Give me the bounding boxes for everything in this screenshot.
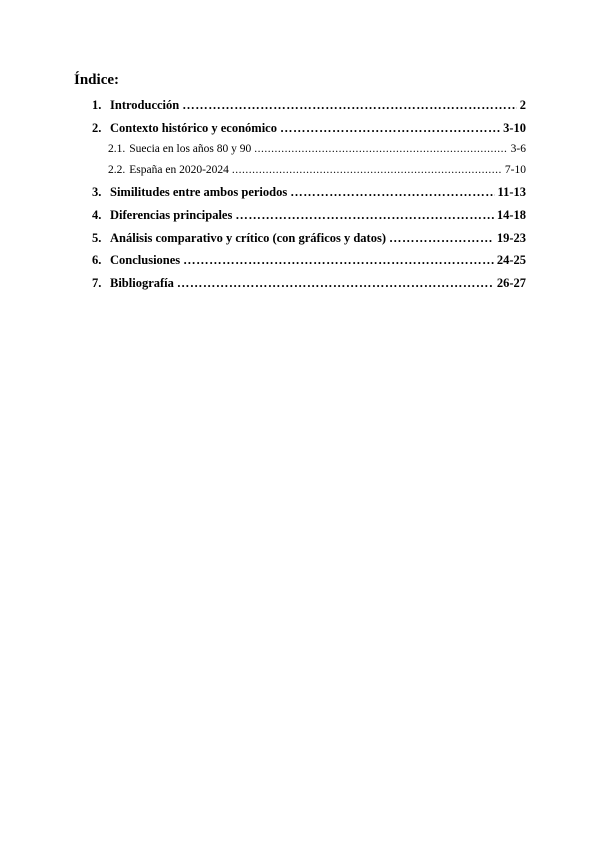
toc-label: Suecia en los años 80 y 90: [129, 143, 252, 155]
toc-page-ref: 3-6: [510, 143, 526, 155]
toc-leader-dots: [235, 208, 494, 223]
toc-number: 2.: [92, 121, 102, 135]
toc-entry-conclusiones[interactable]: [92, 253, 526, 268]
toc-entry-suecia[interactable]: [108, 143, 526, 155]
toc-entry-similitudes[interactable]: [92, 185, 526, 200]
toc-leader-dots: [183, 253, 494, 268]
toc-page-ref: 3-10: [503, 121, 526, 135]
toc-label: Bibliografía: [110, 276, 174, 290]
toc-leader-dots: [232, 164, 502, 176]
toc-entry-diferencias[interactable]: [92, 208, 526, 223]
toc-number: 1.: [92, 98, 102, 112]
toc-page-ref: 24-25: [496, 253, 526, 267]
toc-number: 3.: [92, 185, 102, 199]
toc-number: 5.: [92, 231, 102, 245]
toc-leader-dots: [254, 143, 507, 155]
toc-number: 7.: [92, 276, 102, 290]
toc-page-ref: 7-10: [504, 164, 526, 176]
toc-entry-espana[interactable]: [108, 164, 526, 176]
toc-leader-dots: [182, 98, 517, 113]
toc-leader-dots: [280, 121, 500, 136]
toc-page-ref: 19-23: [496, 231, 526, 245]
toc-number: 4.: [92, 208, 102, 222]
toc-leader-dots: [290, 185, 494, 200]
index-heading: Índice:: [74, 72, 119, 88]
toc-label: Análisis comparativo y crítico (con gráficos y datos): [110, 231, 387, 245]
toc-page-ref: 14-18: [496, 208, 526, 222]
toc-entry-bibliografia[interactable]: [92, 276, 526, 291]
toc-number: 2.2.: [108, 164, 126, 176]
toc-label: Contexto histórico y económico: [110, 121, 277, 135]
toc-leader-dots: [389, 231, 494, 246]
toc-page-ref: 2: [519, 98, 526, 112]
toc-leader-dots: [177, 276, 494, 291]
toc-entry-contexto[interactable]: [92, 121, 526, 136]
toc-page-ref: 26-27: [496, 276, 526, 290]
toc-label: Diferencias principales: [110, 208, 233, 222]
toc-label: España en 2020-2024: [129, 164, 229, 176]
toc-label: Introducción: [110, 98, 180, 112]
toc-number: 2.1.: [108, 143, 126, 155]
toc-label: Similitudes entre ambos periodos: [110, 185, 288, 199]
toc-number: 6.: [92, 253, 102, 267]
toc-label: Conclusiones: [110, 253, 181, 267]
toc-entry-introduccion[interactable]: [92, 98, 526, 113]
toc-page-ref: 11-13: [497, 185, 526, 199]
toc-entry-analisis[interactable]: [92, 231, 526, 246]
